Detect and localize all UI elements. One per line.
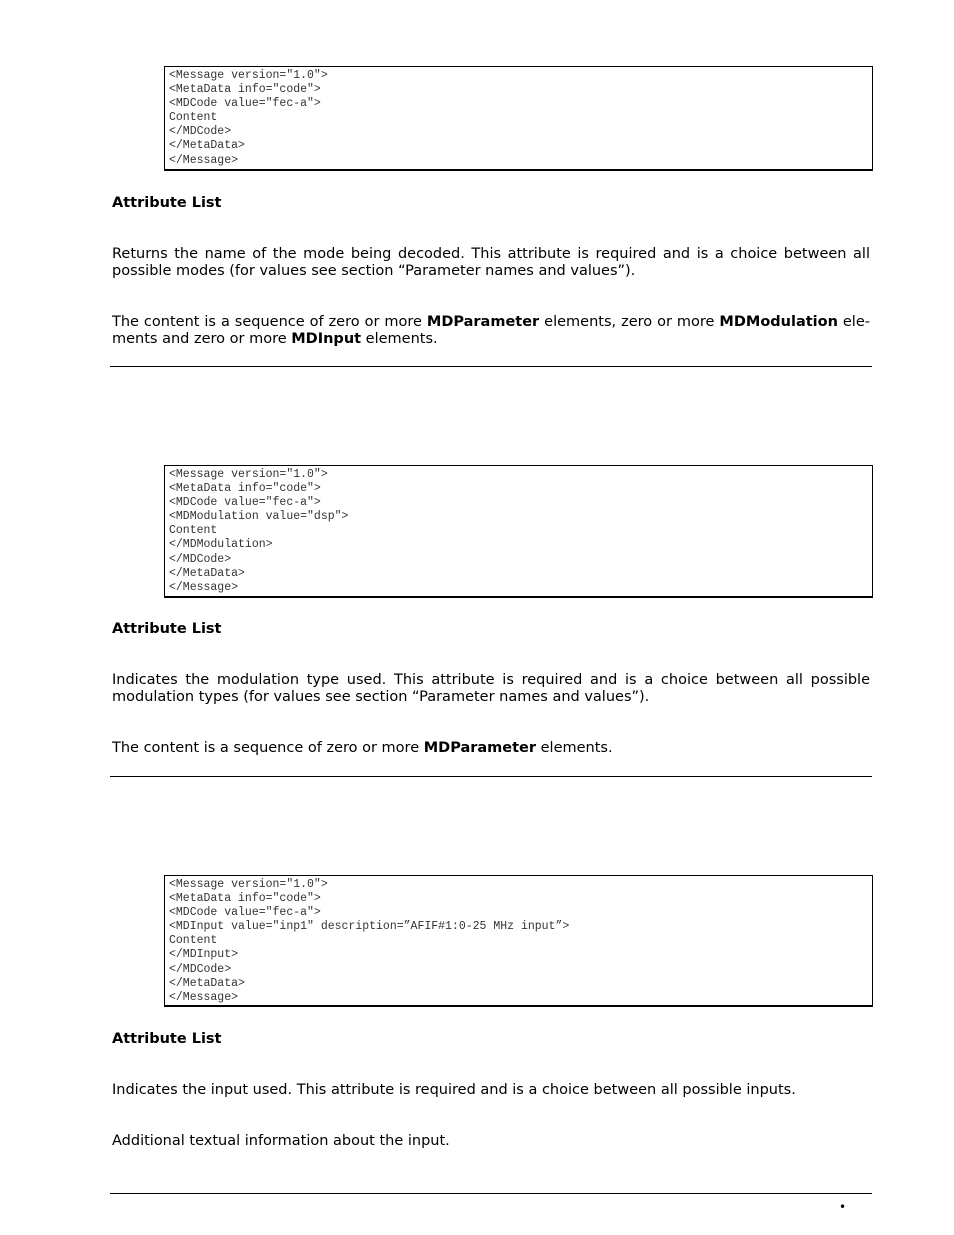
code-block-mdinput [164,875,873,1007]
footer-rule [110,1193,872,1194]
attribute-list-heading: Attribute List [112,621,222,637]
code-line: <MetaData info="code"> [169,482,321,496]
code-line: <MDCode value="fec-a"> [169,906,321,920]
code-line: <Message version="1.0"> [169,468,328,481]
code-line: <Message version="1.0"> [169,878,328,891]
text-run: elements and zero or more [112,314,870,348]
code-line: <MetaData info="code"> [169,892,321,906]
text-run: elements. [361,331,438,348]
mdcode-content-description [112,314,870,349]
modulation-attribute-description: Indicates the modulation type used. This attribute is required and is a choice between all possible modulation types (for values see section “Parameter names and values”). [112,672,870,706]
code-line: </MDCode> [169,552,232,566]
code-line: </MDInput> [169,948,239,962]
code-line: <MDCode value="fec-a"> [169,97,321,111]
code-line: </MDCode> [169,962,232,976]
mode-attribute-description: Returns the name of the mode being decoded. This attribute is required and is a choice between all possible modes (for values see section “Parameter names and values”). [112,246,870,280]
code-line: </MDCode> [169,125,232,139]
description-attribute-text: Additional textual information about the input. [112,1133,450,1149]
element-name: MDModulation [719,314,838,330]
code-line: <MDInput value="inp1" description=”AFIF#1:0-25 MHz input”> [169,920,570,934]
input-attribute-description: Indicates the input used. This attribute is required and is a choice between all possible inputs. [112,1082,796,1098]
attribute-list-heading: Attribute List [112,195,222,211]
code-line: </MetaData> [169,139,245,153]
code-line: <MDModulation value="dsp"> [169,510,349,524]
text-run: elements, zero or more [539,314,720,330]
section-divider [110,776,872,777]
text-run: elements. [536,740,613,756]
code-block-mdmodulation [164,465,873,598]
code-line: </Message> [169,990,239,1004]
section-divider [110,366,872,367]
mdmodulation-content-description [112,740,870,757]
footer-bullet: • [839,1200,847,1214]
attribute-list-heading: Attribute List [112,1031,222,1047]
code-line: </MDModulation> [169,538,273,552]
text-run: The content is a sequence of zero or more [112,314,427,330]
text-run: The content is a sequence of zero or more [112,740,424,756]
element-name: MDParameter [426,314,540,330]
code-line: Content [169,524,218,538]
code-line: Content [169,111,218,125]
code-block-mdcode [164,66,873,171]
code-line: <MDCode value="fec-a"> [169,496,321,510]
code-line: <MetaData info="code"> [169,83,321,97]
code-line: </MetaData> [169,976,245,990]
code-line: <Message version="1.0"> [169,69,328,82]
code-line: </Message> [169,153,239,167]
code-line: </Message> [169,580,239,594]
code-line: </MetaData> [169,566,245,580]
element-name: MDInput [291,331,362,348]
element-name: MDParameter [423,740,537,756]
code-line: Content [169,934,218,948]
